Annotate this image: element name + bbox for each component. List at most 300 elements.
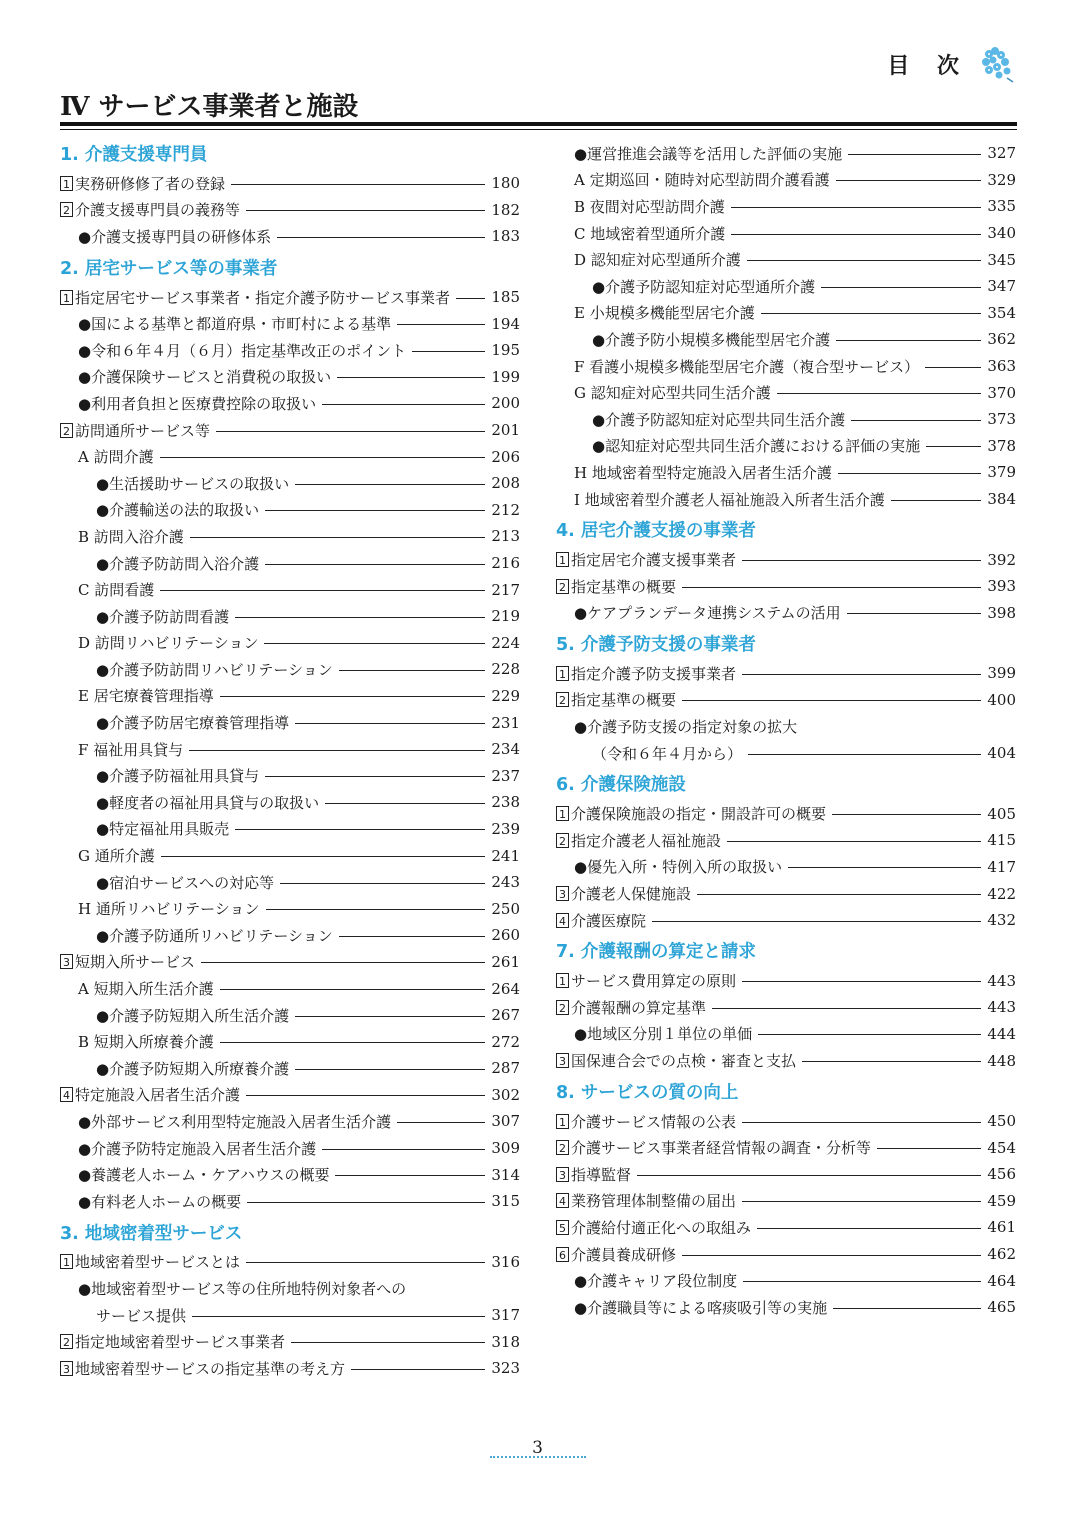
toc-entry[interactable] (556, 193, 1016, 220)
toc-entry[interactable] (60, 310, 520, 337)
item-number-box: 5 (556, 1220, 569, 1235)
entry-title: 介護報酬の算定基準 (571, 998, 707, 1017)
item-number-box: 3 (60, 1361, 73, 1376)
leader-line (731, 207, 982, 208)
flower-icon (977, 44, 1017, 84)
entry-page-number: 415 (987, 831, 1016, 850)
leader-line (847, 613, 982, 614)
toc-entry[interactable] (556, 406, 1016, 433)
leader-line (246, 210, 485, 211)
entry-page-number: 347 (987, 277, 1016, 296)
toc-entry[interactable] (60, 223, 520, 250)
leader-line (397, 324, 485, 325)
entry-title: ●介護保険サービスと消費税の取扱い (78, 368, 332, 387)
entry-title: ●介護予防認知症対応型共同生活介護 (592, 410, 846, 429)
entry-page-number: 224 (491, 633, 520, 652)
toc-entry[interactable] (556, 1294, 1016, 1321)
entry-title: サービス費用算定の原則 (571, 972, 737, 991)
item-number-box: 1 (60, 1254, 73, 1269)
entry-page-number: 199 (491, 367, 520, 386)
item-number-box: 1 (556, 666, 569, 681)
entry-title: ●介護予防訪問入浴介護 (96, 554, 260, 573)
entry-page-number: 318 (491, 1332, 520, 1351)
leader-line (220, 989, 486, 990)
entry-title: ●地域密着型サービス等の住所地特例対象者への (78, 1279, 407, 1298)
leader-line (697, 894, 981, 895)
entry-title: ●養護老人ホーム・ケアハウスの概要 (78, 1166, 330, 1185)
leader-line (277, 237, 485, 238)
entry-page-number: 378 (987, 436, 1016, 455)
entry-page-number: 373 (987, 410, 1016, 429)
entry-page-number: 340 (987, 224, 1016, 243)
toc-entry[interactable] (556, 1241, 1016, 1268)
header-label: 目 次 (887, 52, 969, 79)
entry-title: ●介護予防通所リハビリテーション (96, 926, 333, 945)
entry-page-number: 243 (491, 873, 520, 892)
leader-line (757, 1228, 981, 1229)
toc-entry[interactable] (60, 1161, 520, 1188)
entry-title: ●介護予防特定施設入居者生活介護 (78, 1139, 317, 1158)
leader-line (266, 909, 486, 910)
item-number-box: 2 (60, 202, 73, 217)
entry-title: D 認知症対応型通所介護 (574, 251, 741, 270)
entry-title: E 小規模多機能型居宅介護 (574, 304, 755, 323)
toc-entry[interactable] (60, 1082, 520, 1109)
entry-page-number: 309 (491, 1139, 520, 1158)
toc-entry[interactable] (60, 736, 520, 763)
entry-title: I 地域密着型介護老人福祉施設入所者生活介護 (574, 490, 885, 509)
toc-entry[interactable] (60, 576, 520, 603)
item-number-box: 1 (60, 290, 73, 305)
entry-title: ●介護予防小規模多機能型居宅介護 (592, 330, 831, 349)
item-number-box: 6 (556, 1247, 569, 1262)
entry-page-number: 238 (491, 793, 520, 812)
entry-title: ●介護予防福祉用具貸与 (96, 767, 260, 786)
entry-page-number: 217 (491, 580, 520, 599)
leader-line (265, 564, 485, 565)
entry-title: 介護員養成研修 (571, 1245, 677, 1264)
leader-line (838, 473, 982, 474)
toc-entry[interactable] (60, 417, 520, 444)
toc-entry[interactable] (556, 740, 1016, 767)
entry-page-number: 393 (987, 577, 1016, 596)
entry-page-number: 315 (491, 1192, 520, 1211)
entry-title: ●介護支援専門員の研修体系 (78, 227, 272, 246)
toc-entry[interactable] (556, 713, 1016, 740)
entry-title: 指定基準の概要 (571, 691, 677, 710)
entry-page-number: 464 (987, 1271, 1016, 1290)
toc-entry[interactable] (60, 709, 520, 736)
leader-line (295, 1016, 485, 1017)
entry-title: B 訪問入浴介護 (78, 527, 184, 546)
toc-entry[interactable] (60, 1188, 520, 1215)
entry-title: 指定介護老人福祉施設 (571, 831, 722, 850)
toc-entry[interactable] (60, 337, 520, 364)
leader-line (682, 700, 981, 701)
entry-title: ●ケアプランデータ連携システムの活用 (574, 604, 841, 623)
entry-page-number: 302 (491, 1085, 520, 1104)
entry-title: ●利用者負担と医療費控除の取扱い (78, 394, 317, 413)
item-number-box: 2 (556, 833, 569, 848)
entry-title: 指定介護予防支援事業者 (571, 664, 737, 683)
entry-title: ●介護予防認知症対応型通所介護 (592, 277, 816, 296)
title-rule-thin (60, 129, 1017, 130)
entry-page-number: 194 (491, 314, 520, 333)
entry-page-number: 354 (987, 303, 1016, 322)
toc-entry[interactable] (60, 523, 520, 550)
entry-page-number: 182 (491, 200, 520, 219)
leader-line (832, 814, 981, 815)
item-number-box: 4 (556, 1193, 569, 1208)
leader-line (160, 590, 485, 591)
toc-entry[interactable] (60, 170, 520, 197)
entry-title: ●有料老人ホームの概要 (78, 1192, 242, 1211)
toc-entry[interactable] (556, 220, 1016, 247)
toc-entry[interactable] (556, 573, 1016, 600)
toc-entry[interactable] (556, 140, 1016, 167)
toc-entry[interactable] (60, 895, 520, 922)
entry-title: G 認知症対応型共同生活介護 (574, 384, 771, 403)
entry-title: 介護支援専門員の義務等 (75, 201, 241, 220)
toc-entry[interactable] (60, 284, 520, 311)
entry-title: ●認知症対応型共同生活介護における評価の実施 (592, 437, 921, 456)
toc-entry[interactable] (60, 1355, 520, 1382)
toc-entry[interactable] (556, 994, 1016, 1021)
entry-title: F 看護小規模多機能型居宅介護（複合型サービス） (574, 357, 920, 376)
leader-line (220, 1042, 486, 1043)
item-number-box: 3 (556, 1167, 569, 1182)
entry-title: G 通所介護 (78, 847, 155, 866)
entry-page-number: 379 (987, 463, 1016, 482)
toc-entry[interactable] (556, 353, 1016, 380)
toc-entry[interactable] (556, 1021, 1016, 1048)
entry-page-number: 272 (491, 1032, 520, 1051)
entry-title: H 通所リハビリテーション (78, 900, 260, 919)
entry-title: 介護保険施設の指定・開設許可の概要 (571, 805, 827, 824)
entry-page-number: 219 (491, 607, 520, 626)
item-number-box: 3 (556, 886, 569, 901)
item-number-box: 2 (556, 692, 569, 707)
toc-entry[interactable] (60, 443, 520, 470)
leader-line (201, 962, 485, 963)
toc-entry[interactable] (60, 656, 520, 683)
section-heading: 2. 居宅サービス等の事業者 (60, 258, 278, 279)
entry-page-number: 462 (987, 1245, 1016, 1264)
entry-title: 実務研修修了者の登録 (75, 174, 226, 193)
entry-title: C 訪問看護 (78, 581, 155, 600)
toc-entry[interactable] (556, 1267, 1016, 1294)
toc-entry[interactable] (556, 433, 1016, 460)
toc-entry[interactable] (60, 1028, 520, 1055)
entry-page-number: 216 (491, 554, 520, 573)
entry-title: ●介護キャリア段位制度 (574, 1272, 738, 1291)
leader-line (742, 560, 981, 561)
entry-page-number: 206 (491, 447, 520, 466)
entry-title: 介護老人保健施設 (571, 885, 692, 904)
leader-line (836, 180, 982, 181)
entry-page-number: 345 (987, 250, 1016, 269)
entry-page-number: 229 (491, 686, 520, 705)
part-title: Ⅳ サービス事業者と施設 (60, 92, 359, 122)
entry-title: 指定居宅サービス事業者・指定介護予防サービス事業者 (75, 288, 451, 307)
leader-line (412, 351, 485, 352)
entry-title: ●宿泊サービスへの対応等 (96, 873, 275, 892)
leader-line (247, 1202, 485, 1203)
entry-page-number: 250 (491, 899, 520, 918)
leader-line (747, 260, 982, 261)
toc-entry[interactable] (556, 800, 1016, 827)
toc-entry[interactable] (556, 379, 1016, 406)
entry-page-number: 201 (491, 421, 520, 440)
toc-entry[interactable] (60, 975, 520, 1002)
entry-title: D 訪問リハビリテーション (78, 634, 259, 653)
entry-page-number: 443 (987, 971, 1016, 990)
leader-line (727, 841, 981, 842)
toc-entry[interactable] (556, 246, 1016, 273)
toc-entry[interactable] (60, 762, 520, 789)
entry-page-number: 200 (491, 394, 520, 413)
leader-line (761, 313, 982, 314)
section-heading: 5. 介護予防支援の事業者 (556, 635, 756, 656)
entry-title: 業務管理体制整備の届出 (571, 1192, 737, 1211)
toc-entry[interactable] (60, 550, 520, 577)
entry-page-number: 461 (987, 1218, 1016, 1237)
leader-line (335, 1175, 485, 1176)
entry-page-number: 450 (987, 1112, 1016, 1131)
entry-title: ●運営推進会議等を活用した評価の実施 (574, 144, 843, 163)
entry-title: 地域密着型サービスの指定基準の考え方 (75, 1359, 346, 1378)
toc-entry[interactable] (60, 364, 520, 391)
leader-line (712, 1008, 981, 1009)
entry-title: 指導監督 (571, 1165, 632, 1184)
item-number-box: 2 (60, 1334, 73, 1349)
toc-left-column (60, 140, 520, 1382)
toc-entry[interactable] (60, 630, 520, 657)
leader-line (748, 754, 981, 755)
entry-page-number: 448 (987, 1051, 1016, 1070)
toc-entry[interactable] (556, 1188, 1016, 1215)
page-footer (0, 1438, 1075, 1458)
toc-entry[interactable] (556, 827, 1016, 854)
leader-line (836, 340, 981, 341)
entry-title: A 訪問介護 (78, 448, 154, 467)
leader-line (742, 1122, 981, 1123)
toc-entry[interactable] (556, 326, 1016, 353)
entry-page-number: 465 (987, 1298, 1016, 1317)
entry-page-number: 317 (491, 1306, 520, 1325)
toc-entry[interactable] (60, 1108, 520, 1135)
toc-entry[interactable] (556, 546, 1016, 573)
toc-entry[interactable] (60, 1055, 520, 1082)
entry-page-number: 231 (491, 713, 520, 732)
entry-title: ●介護予防居宅療養管理指導 (96, 714, 290, 733)
toc-entry[interactable] (556, 880, 1016, 907)
entry-title: 介護医療院 (571, 911, 647, 930)
entry-title: C 地域密着型通所介護 (574, 224, 726, 243)
leader-line (742, 981, 981, 982)
item-number-box: 3 (60, 954, 73, 969)
leader-line (339, 936, 486, 937)
entry-page-number: 417 (987, 857, 1016, 876)
item-number-box: 1 (556, 552, 569, 567)
leader-line (161, 856, 486, 857)
leader-line (295, 723, 485, 724)
item-number-box: 1 (556, 1114, 569, 1129)
toc-entry[interactable] (556, 167, 1016, 194)
entry-title: H 地域密着型特定施設入居者生活介護 (574, 463, 832, 482)
leader-line (652, 921, 981, 922)
leader-line (926, 446, 981, 447)
toc-entry[interactable] (556, 854, 1016, 881)
toc-entry[interactable] (556, 1134, 1016, 1161)
leader-line (235, 829, 485, 830)
entry-title: B 短期入所療養介護 (78, 1033, 214, 1052)
leader-line (848, 154, 981, 155)
section-heading: 7. 介護報酬の算定と請求 (556, 942, 756, 963)
toc-entry[interactable] (556, 1214, 1016, 1241)
entry-page-number: 363 (987, 357, 1016, 376)
toc-entry[interactable] (60, 1002, 520, 1029)
leader-line (456, 298, 485, 299)
entry-title: F 福祉用具貸与 (78, 740, 184, 759)
leader-line (788, 867, 981, 868)
leader-line (742, 674, 981, 675)
item-number-box: 2 (556, 1000, 569, 1015)
entry-title: 介護給付適正化への取組み (571, 1218, 752, 1237)
page-number: 3 (532, 1438, 543, 1458)
page-header (887, 44, 1017, 84)
leader-line (246, 1095, 485, 1096)
leader-line (291, 1342, 485, 1343)
toc-entry[interactable] (556, 660, 1016, 687)
toc-entry[interactable] (60, 1249, 520, 1276)
toc-entry[interactable] (60, 1328, 520, 1355)
toc-entry[interactable] (60, 869, 520, 896)
toc-entry[interactable] (556, 967, 1016, 994)
toc-entry[interactable] (60, 922, 520, 949)
leader-line (216, 431, 485, 432)
entry-title: 国保連合会での点検・審査と支払 (571, 1052, 797, 1071)
toc-entry[interactable] (556, 300, 1016, 327)
section-heading: 4. 居宅介護支援の事業者 (556, 521, 756, 542)
leader-line (322, 1149, 485, 1150)
leader-line (802, 1061, 981, 1062)
leader-line (351, 1369, 485, 1370)
leader-line (821, 287, 981, 288)
entry-page-number: 404 (987, 744, 1016, 763)
entry-title: 指定基準の概要 (571, 577, 677, 596)
entry-title: ●優先入所・特例入所の取扱い (574, 858, 783, 877)
entry-title: ●国による基準と都道府県・市町村による基準 (78, 315, 392, 334)
entry-title: ●特定福祉用具販売 (96, 820, 230, 839)
leader-line (777, 393, 982, 394)
entry-page-number: 443 (987, 998, 1016, 1017)
entry-title: ●介護予防支援の指定対象の拡大 (574, 718, 798, 737)
entry-page-number: 392 (987, 550, 1016, 569)
entry-page-number: 260 (491, 926, 520, 945)
toc-entry[interactable] (556, 459, 1016, 486)
entry-page-number: 180 (491, 174, 520, 193)
section-heading: 1. 介護支援専門員 (60, 145, 208, 165)
leader-line (189, 750, 485, 751)
entry-page-number: 398 (987, 603, 1016, 622)
entry-page-number: 264 (491, 979, 520, 998)
item-number-box: 4 (556, 913, 569, 928)
toc-entry[interactable] (60, 603, 520, 630)
entry-title: ●軽度者の福祉用具貸与の取扱い (96, 793, 320, 812)
toc-entry[interactable] (60, 683, 520, 710)
toc-entry[interactable] (556, 486, 1016, 513)
entry-page-number: 399 (987, 664, 1016, 683)
entry-title: ●令和６年４月（６月）指定基準改正のポイント (78, 341, 407, 360)
entry-page-number: 307 (491, 1112, 520, 1131)
leader-line (295, 484, 485, 485)
item-number-box: 1 (60, 176, 73, 191)
toc-entry[interactable] (60, 390, 520, 417)
toc-entry[interactable] (556, 1161, 1016, 1188)
entry-title: ●外部サービス利用型特定施設入居者生活介護 (78, 1112, 392, 1131)
entry-page-number: 422 (987, 884, 1016, 903)
toc-entry[interactable] (556, 600, 1016, 627)
entry-page-number: 370 (987, 383, 1016, 402)
leader-line (851, 420, 981, 421)
leader-line (339, 670, 486, 671)
entry-page-number: 237 (491, 766, 520, 785)
toc-entry[interactable] (60, 497, 520, 524)
toc-entry[interactable] (60, 1275, 520, 1302)
toc-entry[interactable] (556, 907, 1016, 934)
entry-page-number: 212 (491, 500, 520, 519)
leader-line (220, 696, 486, 697)
toc-entry[interactable] (60, 1135, 520, 1162)
entry-title: ●地域区分別１単位の単価 (574, 1025, 753, 1044)
entry-page-number: 208 (491, 474, 520, 493)
toc-entry[interactable] (60, 842, 520, 869)
leader-line (265, 510, 485, 511)
entry-page-number: 335 (987, 197, 1016, 216)
entry-page-number: 261 (491, 952, 520, 971)
leader-line (758, 1034, 981, 1035)
entry-title: ●介護予防訪問看護 (96, 607, 230, 626)
entry-title: ●介護予防訪問リハビリテーション (96, 660, 333, 679)
toc-entry[interactable] (556, 1108, 1016, 1135)
toc-entry[interactable] (556, 1047, 1016, 1074)
toc-entry[interactable] (556, 687, 1016, 714)
entry-title: （令和６年４月から） (592, 744, 743, 763)
toc-entry[interactable] (60, 949, 520, 976)
entry-page-number: 228 (491, 660, 520, 679)
entry-title: ●介護輸送の法的取扱い (96, 501, 260, 520)
toc-entry[interactable] (60, 789, 520, 816)
entry-title: サービス提供 (96, 1306, 187, 1325)
entry-page-number: 400 (987, 690, 1016, 709)
leader-line (397, 1122, 485, 1123)
item-number-box: 2 (556, 1140, 569, 1155)
toc-entry[interactable] (60, 197, 520, 224)
toc-entry[interactable] (60, 470, 520, 497)
entry-title: 指定地域密着型サービス事業者 (75, 1333, 286, 1352)
entry-page-number: 329 (987, 170, 1016, 189)
leader-line (731, 234, 981, 235)
entry-page-number: 287 (491, 1059, 520, 1078)
entry-page-number: 362 (987, 330, 1016, 349)
leader-line (925, 367, 981, 368)
toc-entry[interactable] (60, 816, 520, 843)
toc-entry[interactable] (60, 1302, 520, 1329)
toc-entry[interactable] (556, 273, 1016, 300)
leader-line (160, 457, 486, 458)
leader-line (682, 1255, 981, 1256)
